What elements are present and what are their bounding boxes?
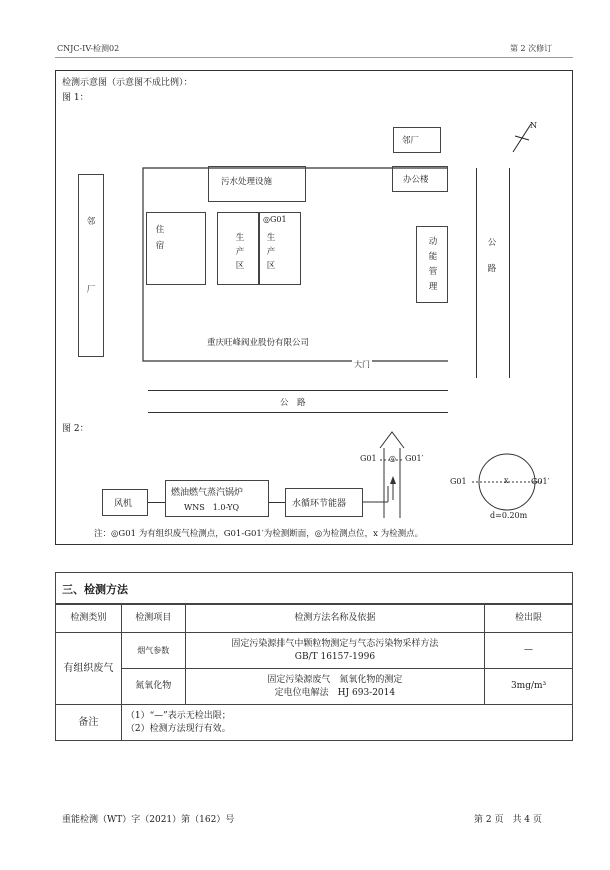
boiler-label-line1: 燃油燃气蒸汽锅炉: [171, 488, 244, 498]
method-cell-1: [185, 633, 484, 669]
power-management-char-1: 动: [428, 237, 438, 247]
sample-point-g01-label: ◎G01: [263, 215, 287, 224]
remarks-label: 备注: [56, 705, 122, 741]
east-road-line-left: [476, 168, 477, 378]
production-area-1-char-2: 产: [235, 247, 245, 257]
fan-to-boiler-line: [148, 502, 165, 503]
north-label: N: [530, 121, 537, 130]
neighbor-factory-label: 邻厂: [402, 136, 420, 146]
boiler-box: [165, 480, 269, 517]
revision-label: 第 2 次修订: [510, 44, 553, 53]
method-2-line2: 定电位电解法 HJ 693-2014: [274, 687, 396, 698]
neighbor-factory-box: [393, 127, 441, 153]
remarks-row: [56, 705, 573, 741]
limit-cell-1: —: [485, 633, 573, 669]
west-factory-char-2: 厂: [86, 285, 96, 295]
methods-table: [55, 604, 573, 741]
flow-g01-left: G01: [360, 454, 377, 463]
remarks-cell: [121, 705, 572, 741]
page-number: 第 2 页 共 4 页: [474, 815, 542, 825]
figure-1-label: 图 1：: [62, 93, 89, 103]
dormitory-box: [146, 212, 206, 285]
east-road-char-1: 公: [487, 238, 497, 248]
production-area-2-box: [259, 212, 301, 285]
figure-title: 检测示意图（示意图不成比例）：: [62, 78, 193, 88]
cross-section-right: G01′: [531, 477, 550, 486]
dormitory-char-1: 住: [155, 225, 165, 235]
method-1-line1: 固定污染源排气中颗粒物测定与气态污染物采样方法: [231, 638, 439, 649]
flow-sample-mark: ◎: [389, 454, 396, 463]
methods-section-title: 三、检测方法: [62, 583, 128, 596]
office-building-box: [392, 166, 448, 192]
category-cell: 有组织废气: [56, 633, 122, 705]
production-area-2-char-2: 产: [266, 247, 276, 257]
production-area-2-char-3: 区: [266, 261, 276, 271]
dormitory-char-2: 宿: [155, 241, 165, 251]
flow-g01-right: G01′: [405, 454, 424, 463]
header-limit: 检出限: [485, 605, 573, 633]
cross-section-center: x: [504, 476, 509, 485]
gate-label: 大门: [354, 360, 370, 369]
power-management-box: [416, 226, 448, 303]
office-building-label: 办公楼: [403, 175, 429, 185]
method-2-line1: 固定污染源废气 氮氧化物的测定: [267, 674, 403, 685]
method-1-line2: GB/T 16157-1996: [294, 651, 376, 662]
figure-2-label: 图 2：: [62, 424, 89, 434]
header-item: 检测项目: [121, 605, 185, 633]
remark-1: （1）“—”表示无检出限；: [125, 710, 231, 721]
item-cell-2: 氮氧化物: [121, 669, 185, 705]
methods-title-box: [55, 572, 573, 604]
east-road-line-right: [509, 168, 510, 378]
south-road-line-top: [148, 390, 448, 391]
remark-2: （2）检测方法现行有效。: [125, 723, 231, 734]
methods-header-row: [56, 605, 573, 633]
boiler-to-economizer-line: [269, 502, 285, 503]
limit-cell-2: 3mg/m³: [485, 669, 573, 705]
production-area-2-char-1: 生: [266, 233, 276, 243]
company-name: 重庆旺峰阀业股份有限公司: [207, 338, 310, 348]
boiler-label-line2: WNS 1.0-YQ: [184, 503, 240, 512]
west-factory-box: [78, 174, 104, 357]
report-number: 重能检测（WT）字（2021）第（162）号: [62, 815, 235, 825]
west-factory-char-1: 邻: [86, 217, 96, 227]
header-method: 检测方法名称及依据: [185, 605, 484, 633]
fan-label: 风机: [114, 499, 133, 509]
header-rule: [55, 57, 573, 58]
economizer-box: [285, 488, 363, 517]
cross-section-left: G01: [450, 477, 467, 486]
production-area-1-char-3: 区: [235, 261, 245, 271]
exhaust-stack-icon: [360, 430, 420, 520]
south-road-line-bottom: [148, 412, 448, 413]
production-area-1-box: [217, 212, 259, 285]
header-category: 检测类别: [56, 605, 122, 633]
power-management-char-4: 理: [428, 282, 438, 292]
table-row: [56, 633, 573, 669]
south-road-label: 公 路: [280, 398, 306, 408]
fan-box: [102, 489, 148, 516]
power-management-char-2: 能: [428, 252, 438, 262]
doc-code: CNJC-IV-检测02: [57, 44, 120, 53]
sewage-facility-box: [208, 166, 306, 202]
figure-note: 注：◎G01 为有组织废气检测点，G01-G01′为检测断面，◎为检测点位，x 为检测点。: [94, 529, 424, 539]
method-cell-2: [185, 669, 484, 705]
power-management-char-3: 管: [428, 267, 438, 277]
economizer-label: 水循环节能器: [292, 499, 347, 509]
item-cell-1: 烟气参数: [121, 633, 185, 669]
north-arrow-icon: [505, 118, 545, 158]
production-area-1-char-1: 生: [235, 233, 245, 243]
table-row: [56, 669, 573, 705]
east-road-char-2: 路: [487, 264, 497, 274]
sewage-facility-label: 污水处理设施: [221, 177, 273, 187]
cross-section-diameter: d=0.20m: [490, 511, 528, 520]
